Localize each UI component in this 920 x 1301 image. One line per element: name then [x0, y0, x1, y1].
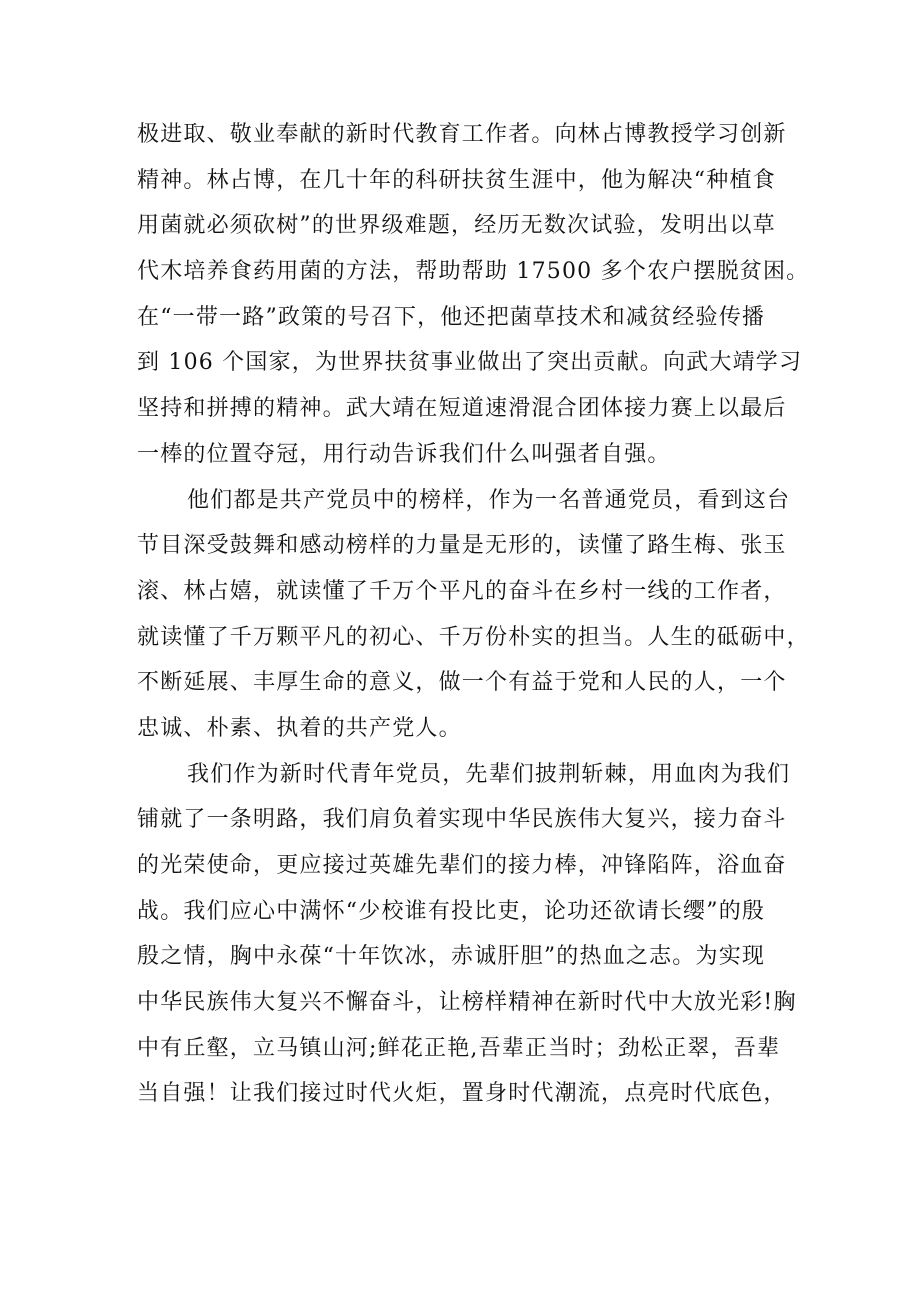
text-line: 中有丘壑，立马镇山河;鲜花正艳,吾辈正当时；劲松正翠，吾辈	[137, 1035, 781, 1061]
text-line: 铺就了一条明路，我们肩负着实现中华民族伟大复兴，接力奋斗	[137, 807, 787, 833]
text-line: 代木培养食药用菌的方法，帮助帮助 17500 多个农户摆脱贫困。	[137, 259, 810, 285]
text-line: 中华民族伟大复兴不懈奋斗，让榜样精神在新时代中大放光彩!胸	[137, 990, 797, 1016]
paragraph-1	[137, 112, 810, 478]
text-line: 他们都是共产党员中的榜样，作为一名普通党员，看到这台	[187, 487, 791, 513]
text-line: 我们作为新时代青年党员，先辈们披荆斩棘，用血肉为我们	[187, 761, 791, 787]
text-line: 的光荣使命，更应接过英雄先辈们的接力棒，冲锋陷阵，浴血奋	[137, 853, 787, 878]
text-line: 精神。林占博，在几十年的科研扶贫生涯中，他为解决“种植食	[137, 167, 776, 193]
text-line: 当自强！让我们接过时代火炬，置身时代潮流，点亮时代底色，	[137, 1081, 787, 1107]
text-line: 战。我们应心中满怀“少校谁有投比吏，论功还欲请长缨”的殷	[137, 898, 766, 924]
paragraph-2	[137, 478, 810, 752]
text-line: 滚、林占嬉，就读懂了千万个平凡的奋斗在乡村一线的工作者，	[137, 578, 787, 604]
text-line: 节目深受鼓舞和感动榜样的力量是无形的，读懂了路生梅、张玉	[137, 533, 787, 559]
text-line: 极进取、敬业奉献的新时代教育工作者。向林占博教授学习创新	[137, 122, 787, 147]
text-line: 就读懂了千万颗平凡的初心、千万份朴实的担当。人生的砥砺中，	[137, 624, 810, 650]
text-line: 坚持和拼搏的精神。武大靖在短道速滑混合团体接力赛上以最后	[137, 396, 787, 422]
text-line: 忠诚、朴素、执着的共产党人。	[137, 715, 462, 741]
text-line: 到 106 个国家，为世界扶贫事业做出了突出贡献。向武大靖学习	[137, 350, 803, 376]
text-line: 殷之情，胸中永葆“十年饮冰，赤诚肝胆”的热血之志。为实现	[137, 944, 766, 970]
paragraph-3	[137, 752, 797, 1118]
text-line: 一棒的位置夺冠，用行动告诉我们什么叫强者自强。	[137, 441, 671, 467]
text-line: 用菌就必须砍树”的世界级难题，经历无数次试验，发明出以草	[137, 213, 776, 239]
document-body	[137, 112, 810, 1117]
text-line: 在“一带一路”政策的号召下，他还把菌草技术和减贫经验传播	[137, 304, 766, 330]
text-line: 不断延展、丰厚生命的意义，做一个有益于党和人民的人，一个	[137, 670, 787, 696]
